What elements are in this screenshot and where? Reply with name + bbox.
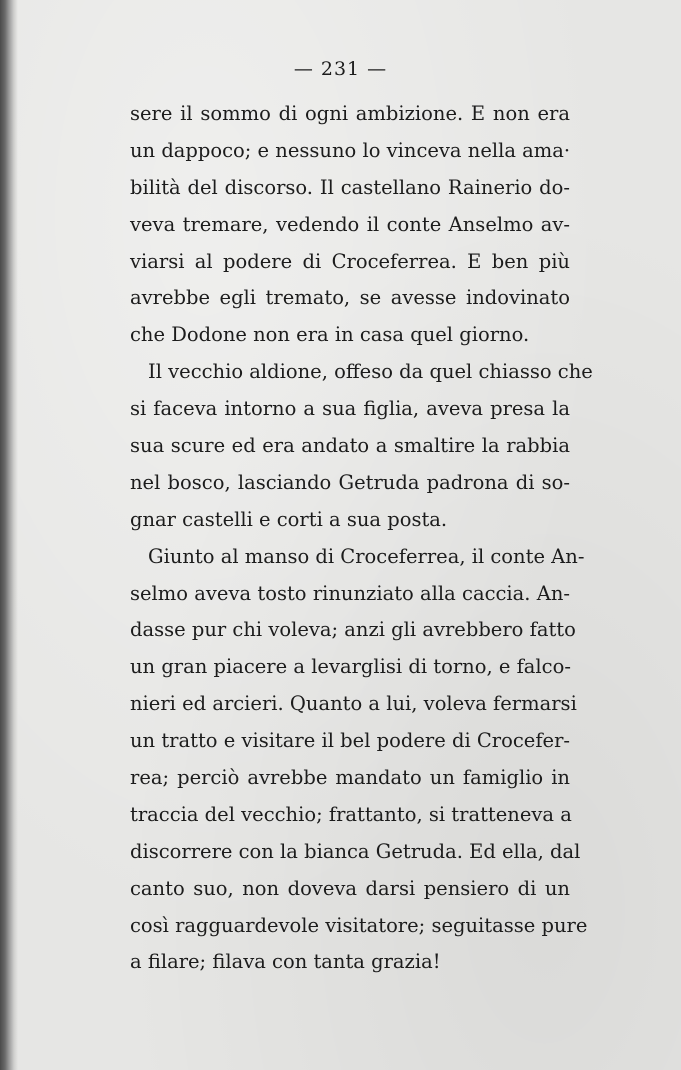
text-line: dasse pur chi voleva; anzi gli avrebbero fatto bbox=[130, 618, 576, 642]
text-line: veva tremare, vedendo il conte Anselmo av- bbox=[130, 212, 570, 236]
text-line: Giunto al manso di Croceferrea, il conte An- bbox=[148, 544, 585, 568]
text-line: viarsi al podere di Croceferrea. E ben più bbox=[130, 249, 570, 273]
text-line: si faceva intorno a sua figlia, aveva presa la bbox=[130, 397, 570, 421]
body-text bbox=[130, 96, 593, 981]
text-line: sere il sommo di ogni ambizione. E non era bbox=[130, 102, 570, 125]
text-line: un gran piacere a levarglisi di torno, e falco- bbox=[130, 655, 571, 679]
text-line: nel bosco, lasciando Getruda padrona di so- bbox=[130, 470, 570, 494]
text-line: discorrere con la bianca Getruda. Ed ella, dal bbox=[130, 839, 581, 863]
text-line: sua scure ed era andato a smaltire la rabbia bbox=[130, 434, 570, 458]
text-line: rea; perciò avrebbe mandato un famiglio in bbox=[130, 766, 570, 790]
text-line: un tratto e visitare il bel podere di Crocefer- bbox=[130, 729, 570, 753]
text-line: selmo aveva tosto rinunziato alla caccia. An- bbox=[130, 581, 570, 605]
text-line: così ragguardevole visitatore; seguitasse pure bbox=[130, 913, 588, 937]
text-line: a filare; filava con tanta grazia! bbox=[130, 950, 441, 974]
text-line: canto suo, non doveva darsi pensiero di un bbox=[130, 876, 570, 900]
text-line: un dappoco; e nessuno lo vinceva nella ama· bbox=[130, 138, 571, 162]
text-line: gnar castelli e corti a sua posta. bbox=[130, 507, 448, 531]
text-line: che Dodone non era in casa quel giorno. bbox=[130, 323, 530, 347]
text-line: avrebbe egli tremato, se avesse indovinato bbox=[130, 286, 570, 310]
page-number: — 231 — bbox=[293, 58, 388, 80]
text-line: traccia del vecchio; frattanto, si tratteneva a bbox=[130, 802, 572, 826]
text-line: Il vecchio aldione, offeso da quel chiasso che bbox=[148, 360, 593, 384]
page-spine-shadow bbox=[0, 0, 18, 1070]
text-line: bilità del discorso. Il castellano Rainerio do- bbox=[130, 175, 570, 199]
text-line: nieri ed arcieri. Quanto a lui, voleva fermarsi bbox=[130, 692, 577, 716]
